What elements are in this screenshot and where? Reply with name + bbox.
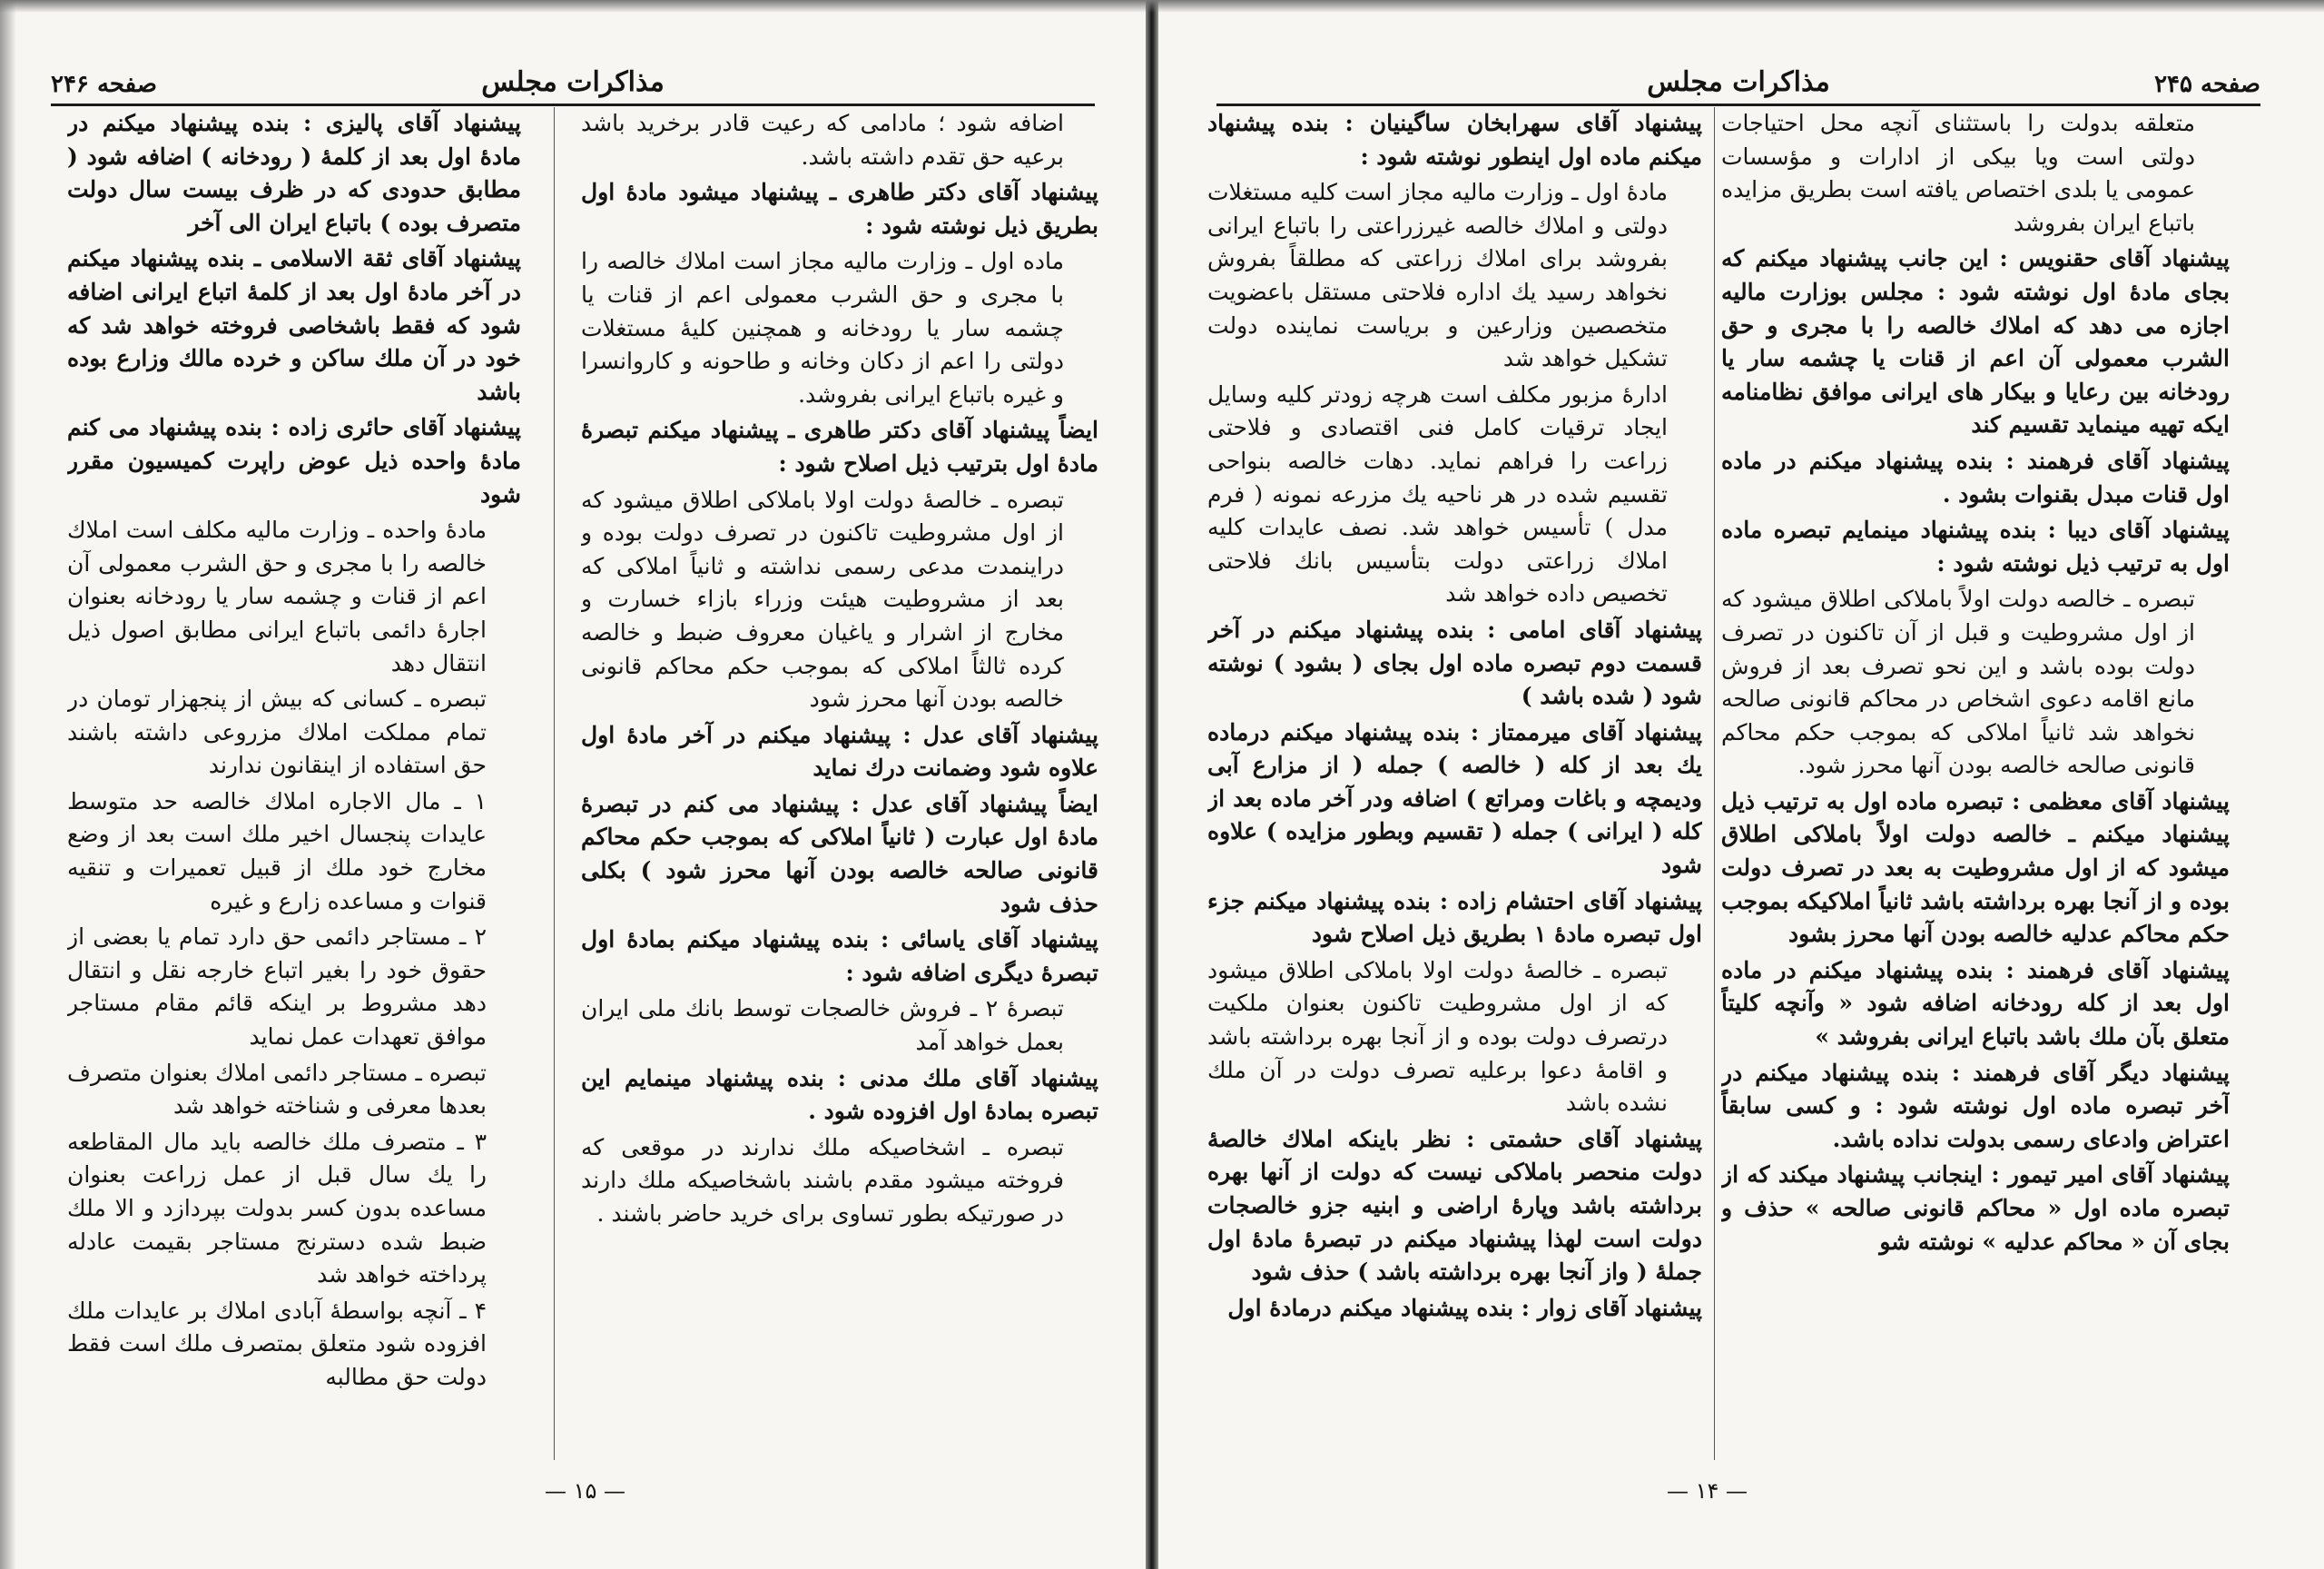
proposal-paragraph: پیشنهاد آقای فرهمند : بنده پیشنهاد میکنم در ماده اول قنات مبدل بقنوات بشود . xyxy=(1721,447,2230,508)
right-page-header xyxy=(1216,64,2260,106)
scan-edge-shadow xyxy=(0,0,16,1569)
paragraph: تبصره ـ خالصهٔ دولت اولا باملاکی اطلاق میشود که از اول مشروطیت تاکنون بعنوان ملکیت درتصرف دولت بوده و از آنجا بهره برداشته باشد و اقامهٔ دعوا برعلیه تصرف دولت در آن ملك نشده باشد xyxy=(1207,956,1668,1117)
paragraph: تبصره ـ اشخاصیکه ملك ندارند در موقعی که فروخته میشود مقدم باشند باشخاصیکه ملك دارند در صورتیکه بطور تساوی برای خرید حاضر باشند . xyxy=(581,1133,1064,1227)
left-page-column-left xyxy=(67,107,521,1478)
left-page xyxy=(0,0,1146,1569)
column-divider xyxy=(554,107,555,1460)
column-divider xyxy=(1714,107,1715,1460)
proposal-paragraph: پیشنهاد آقای حقنویس : این جانب پیشنهاد میکنم که بجای مادهٔ اول نوشته شود : مجلس بوزارت مالیه اجازه می دهد که املاك خالصه را با مجری و حق الشرب معمولی آن اعم از قنات یا چشمه سار یا رودخانه بین رعایا و بیکار های ایرانی موافق نظامنامه ایکه تهیه مینماید تقسیم کند xyxy=(1721,245,2230,439)
proposal-paragraph: پیشنهاد آقای دیبا : بنده پیشنهاد مینمایم تبصره ماده اول به ترتیب ذیل نوشته شود : xyxy=(1721,517,2230,577)
right-page-running-title: مذاكرات مجلس xyxy=(1647,66,1830,98)
paragraph: ادارهٔ مزبور مکلف است هرچه زودتر کلیه وسایل ایجاد ترقیات کامل فنی اقتصادی و فلاحتی زراعت را فراهم نماید. دهات خالصه بنواحی تقسیم شده در هر ناحیه یك مزرعه نمونه ( فرم مدل ) تأسیس خواهد شد. نصف عایدات کلیه املاك زراعتی دولت بتأسیس بانك فلاحتی تخصیص داده خواهد شد xyxy=(1207,380,1668,607)
proposal-paragraph: پیشنهاد آقای عدل : پیشنهاد میکنم در آخر مادهٔ اول علاوه شود وضمانت درك نماید xyxy=(581,721,1098,782)
proposal-paragraph: پیشنهاد آقای فرهمند : بنده پیشنهاد میکنم در ماده اول بعد از کله رودخانه اضافه شود « وآنچه کلیتاً متعلق بآن ملك باشد باتباع ایرانی بفروشد » xyxy=(1721,956,2230,1051)
paragraph: متعلقه بدولت را باستثنای آنچه محل احتیاجات دولتی است ویا بیکی از ادارات و مؤسسات عمومی یا بلدی اختصاص یافته است بطریق مزایده باتباع ایران بفروشد xyxy=(1721,110,2195,236)
right-page-column-left xyxy=(1207,107,1702,1478)
proposal-paragraph: پیشنهاد آقای حشمتی : نظر باینکه املاك خالصهٔ دولت منحصر باملاکی نیست که دولت از آنها بهره برداشته باشد وپارهٔ اراضی و ابنیه جزو خالصجات دولت است لهذا پیشنهاد میکنم در تبصرهٔ مادهٔ اول جملهٔ ( واز آنجا بهره برداشته باشد ) حذف شود xyxy=(1207,1125,1702,1286)
proposal-paragraph: پیشنهاد آقای احتشام زاده : بنده پیشنهاد میکنم جزء اول تبصره مادهٔ ۱ بطریق ذیل اصلاح شود xyxy=(1207,887,1702,948)
book-gutter xyxy=(1146,0,1158,1569)
paragraph: ۳ ـ متصرف ملك خالصه باید مال المقاطعه را یك سال قبل از عمل زراعت بعنوان مساعده بدون کسر بدولت بپردازد و الا ملك ضبط شده دسترنج مستاجر بقیمت عادله پرداخته خواهد شد xyxy=(67,1128,487,1288)
proposal-paragraph: پیشنهاد آقای یاسائی : بنده پیشنهاد میکنم بمادهٔ اول تبصرهٔ دیگری اضافه شود : xyxy=(581,926,1098,986)
proposal-paragraph: پیشنهاد آقای میرممتاز : بنده پیشنهاد میکنم درماده یك بعد از کله ( خالصه ) جمله ( از مزارع آبی ودیمچه و باغات ومراتع ) اضافه ودر آخر ماده بعد از کله ( ایرانی ) جمله ( تقسیم وبطور مزایده ) علاوه شود xyxy=(1207,718,1702,879)
proposal-paragraph: پیشنهاد آقای معظمی : تبصره ماده اول به ترتیب ذیل پیشنهاد میکنم ـ خالصه دولت اولاً باملاکی اطلاق میشود که از اول مشروطیت به بعد در تصرف دولت بوده و از آنجا بهره برداشته باشد ثانیاً املاکیکه بموجب حکم محاکم عدلیه خالصه بودن آنها محرز بشود xyxy=(1721,787,2230,948)
left-page-running-title: مذاكرات مجلس xyxy=(481,66,665,98)
proposal-paragraph: پیشنهاد آقای زوار : بنده پیشنهاد میکنم درمادهٔ اول xyxy=(1227,1294,1702,1321)
proposal-paragraph: پیشنهاد آقای ثقة الاسلامی ـ بنده پیشنهاد میکنم در آخر مادهٔ اول بعد از کلمهٔ اتباع ایرانی اضافه شود که فقط باشخاصی فروخته خواهد شد که خود در آن ملك ساکن و خرده مالك وزارع بوده باشد xyxy=(67,245,521,405)
proposal-paragraph: پیشنهاد آقای امیر تیمور : اینجانب پیشنهاد میکند که از تبصره ماده اول « محاکم قانونی صالحه » حذف و بجای آن « محاکم عدلیه » نوشته شو xyxy=(1721,1161,2230,1255)
paragraph: تبصره ـ خالصه دولت اولاً باملاکی اطلاق میشود که از اول مشروطیت و قبل از آن تاکنون در تصرف دولت بوده باشد و این نحو تصرف بعد از فروش مانع اقامه دعوی اشخاص در محاکم قانونی صالحه نخواهد شد ثانیاً املاکی که بموجب حکم محاکم قانونی صالحه خالصه بودن آنها محرز شود. xyxy=(1721,586,2195,779)
paragraph: ۲ ـ مستاجر دائمی حق دارد تمام یا بعضی از حقوق خود را بغیر اتباع خارجه نقل و انتقال دهد مشروط بر اینکه قائم مقام مستاجر موافق تعهدات عمل نماید xyxy=(67,923,487,1051)
paragraph: ۱ ـ مال الاجاره املاك خالصه حد متوسط عایدات پنجسال اخیر ملك است بعد از وضع مخارج خود ملك از قبیل تعمیرات و تنقیه قنوات و مساعده زارع و غیره xyxy=(67,787,487,914)
proposal-paragraph: پیشنهاد آقای دکتر طاهری ـ پیشنهاد میشود مادهٔ اول بطریق ذیل نوشته شود : xyxy=(581,179,1098,239)
left-page-column-right xyxy=(581,107,1098,1478)
scan-top-shadow xyxy=(0,0,2324,13)
paragraph: مادهٔ واحده ـ وزارت مالیه مکلف است املاك خالصه را با مجری و حق الشرب معمولی آن اعم از قنات و چشمه سار یا رودخانه بعنوان اجارهٔ دائمی باتباع ایرانی مطابق اصول ذیل انتقال دهد xyxy=(67,517,487,676)
paragraph: تبصره ـ کسانی که بیش از پنجهزار تومان در تمام مملکت املاك مزروعی داشته باشند حق استفاده از اینقانون ندارند xyxy=(67,686,487,779)
right-page-column-right xyxy=(1721,107,2230,1478)
right-page xyxy=(1158,0,2324,1569)
left-page-number-label: صفحه ۲۴۶ xyxy=(51,71,157,98)
paragraph: مادهٔ اول ـ وزارت مالیه مجاز است کلیه مستغلات دولتی و املاك خالصه غیرزراعتی را باتباع ایرانی بفروشد برای املاك زراعتی که مطلقاً بفروش نخواهد رسید یك اداره فلاحتی مستقل باعضویت متخصصین وزارعین و بریاست نماینده دولت تشکیل خواهد شد xyxy=(1207,179,1668,372)
paragraph: ماده اول ـ وزارت مالیه مجاز است املاك خالصه را با مجری و حق الشرب معمولی اعم از قنات یا چشمه سار یا رودخانه و همچنین کلیهٔ مستغلات دولتی را اعم از دکان وخانه و طاحونه و کاروانسرا و غیره باتباع ایرانی بفروشد. xyxy=(581,248,1064,408)
left-page-header xyxy=(51,64,1095,106)
paragraph: اضافه شود ؛ مادامی که رعیت قادر برخرید باشد برعیه حق تقدم داشته باشد. xyxy=(581,110,1064,170)
proposal-paragraph: پیشنهاد آقای سهرابخان ساگینیان : بنده پیشنهاد میکنم ماده اول اینطور نوشته شود : xyxy=(1207,110,1702,170)
proposal-paragraph: ایضاً پیشنهاد آقای دکتر طاهری ـ پیشنهاد میکنم تبصرهٔ مادهٔ اول بترتیب ذیل اصلاح شود : xyxy=(581,417,1098,477)
proposal-paragraph: پیشنهاد دیگر آقای فرهمند : بنده پیشنهاد میکنم در آخر تبصره ماده اول نوشته شود : و کسی سابقاً اعتراض وادعای رسمی بدولت نداده باشد. xyxy=(1721,1059,2230,1152)
paragraph: تبصره ـ خالصهٔ دولت اولا باملاکی اطلاق میشود که از اول مشروطیت تاکنون در تصرف دولت بوده و دراینمدت مدعی رسمی نداشته و ثانیاً املاکی که بعد از مشروطیت هیئت وزراء بازاء خسارت و مخارج از اشرار و یاغیان معروف ضبط و خالصه کرده ثالثاً املاکی که بموجب حکم محاکم قانونی خالصه بودن آنها محرز شود xyxy=(581,486,1064,713)
right-page-footer-number: — ۱۴ — xyxy=(1667,1478,1748,1504)
proposal-paragraph: پیشنهاد آقای امامی : بنده پیشنهاد میکنم در آخر قسمت دوم تبصره ماده اول بجای ( بشود ) نوشته شود ( شده باشد ) xyxy=(1207,616,1702,710)
paragraph: تبصرهٔ ۲ ـ فروش خالصجات توسط بانك ملی ایران بعمل خواهد آمد xyxy=(581,995,1064,1056)
proposal-paragraph: پیشنهاد آقای پالیزی : بنده پیشنهاد میکنم در مادهٔ اول بعد از کلمهٔ ( رودخانه ) اضافه شود ( مطابق حدودی که در ظرف بیست سال دولت متصرف بوده ) باتباع ایران الی آخر xyxy=(67,110,521,236)
proposal-paragraph: پیشنهاد آقای ملك مدنی : بنده پیشنهاد مینمایم این تبصره بمادهٔ اول افزوده شود . xyxy=(581,1064,1098,1125)
proposal-paragraph: پیشنهاد آقای حائری زاده : بنده پیشنهاد می کنم مادهٔ واحده ذیل عوض راپرت کمیسیون مقرر شود xyxy=(67,414,521,508)
paragraph: تبصره ـ مستاجر دائمی املاك بعنوان متصرف بعدها معرفی و شناخته خواهد شد xyxy=(67,1059,487,1120)
paragraph: ۴ ـ آنچه بواسطهٔ آبادی املاك بر عایدات ملك افزوده شود متعلق بمتصرف ملك است فقط دولت حق مطالبه xyxy=(67,1297,487,1390)
proposal-paragraph: ایضاً پیشنهاد آقای عدل : پیشنهاد می کنم در تبصرهٔ مادهٔ اول عبارت ( ثانیاً املاکی که بموجب حکم محاکم قانونی صالحه خالصه بودن آنها محرز شود ) بکلی حذف شود xyxy=(581,790,1098,917)
right-page-number-label: صفحه ۲۴۵ xyxy=(2154,71,2260,98)
left-page-footer-number: — ۱۵ — xyxy=(545,1478,626,1504)
